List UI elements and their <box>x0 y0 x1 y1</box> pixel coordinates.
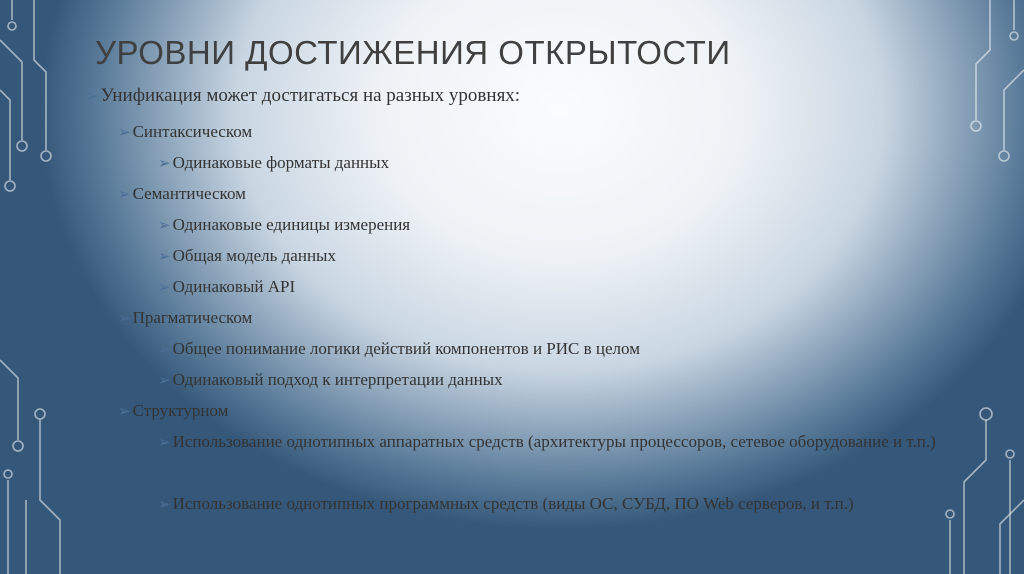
arrow-bullet-icon: ➢ <box>158 249 171 265</box>
arrow-bullet-icon: ➢ <box>118 187 131 203</box>
arrow-bullet-icon: ➢ <box>158 156 171 172</box>
arrow-bullet-icon: ➢ <box>158 218 171 234</box>
list-item: ➢ Использование однотипных программных средств (виды ОС, СУБД, ПО Web серверов, и т.п.) <box>158 494 854 513</box>
list-item: ➢ Одинаковый API <box>158 277 296 296</box>
arrow-bullet-icon: ➢ <box>158 280 171 296</box>
list-item: ➢ Структурном <box>118 401 229 420</box>
list-item: ➢ Семантическом <box>118 184 246 203</box>
arrow-bullet-icon: ➢ <box>158 497 171 513</box>
arrow-bullet-icon: ➢ <box>86 89 99 105</box>
arrow-bullet-icon: ➢ <box>158 342 171 358</box>
arrow-bullet-icon: ➢ <box>158 373 171 389</box>
list-item: ➢ Общая модель данных <box>158 246 336 265</box>
list-item: ➢ Одинаковый подход к интерпретации данных <box>158 370 503 389</box>
list-item: ➢ Прагматическом <box>118 308 253 327</box>
list-item: ➢ Общее понимание логики действий компонентов и РИС в целом <box>158 339 640 358</box>
list-item: ➢ Использование однотипных аппаратных средств (архитектуры процессоров, сетевое оборудование и т.п.) <box>158 432 936 451</box>
list-item: ➢ Одинаковые единицы измерения <box>158 215 411 234</box>
list-item: ➢ Унификация может достигаться на разных уровнях: <box>86 85 521 106</box>
slide-title: УРОВНИ ДОСТИЖЕНИЯ ОТКРЫТОСТИ <box>95 34 731 71</box>
list-item: ➢ Синтаксическом <box>118 122 253 141</box>
arrow-bullet-icon: ➢ <box>118 404 131 420</box>
arrow-bullet-icon: ➢ <box>118 311 131 327</box>
list-item: ➢ Одинаковые форматы данных <box>158 153 390 172</box>
arrow-bullet-icon: ➢ <box>118 125 131 141</box>
arrow-bullet-icon: ➢ <box>158 435 171 451</box>
